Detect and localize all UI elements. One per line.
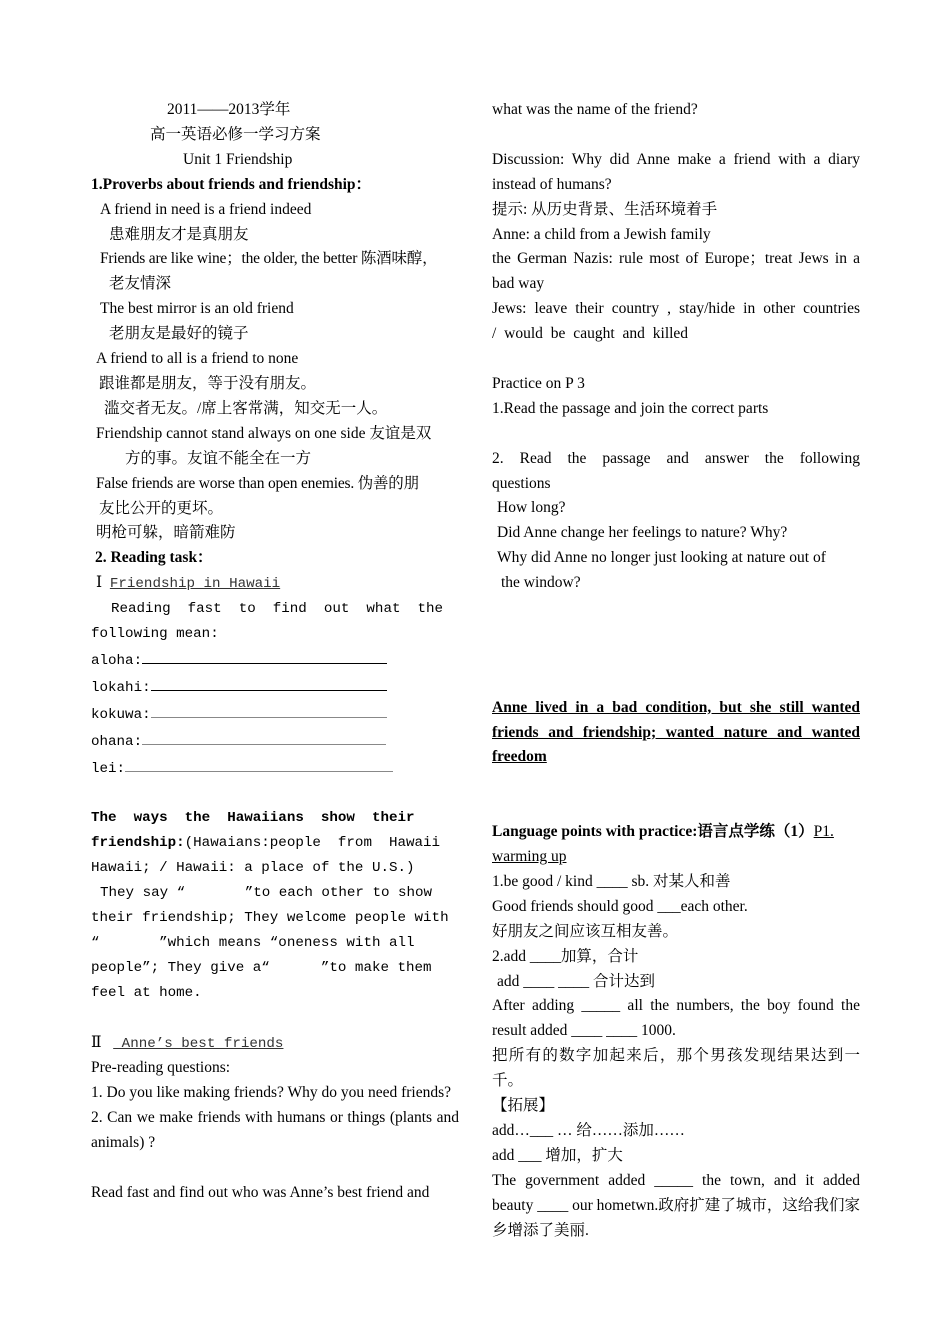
question-window: Why did Anne no longer just looking at nature out of xyxy=(497,549,826,567)
practice-task-1: 1.Read the passage and join the correct parts xyxy=(492,399,769,417)
say-line: “ ”which means “oneness with all xyxy=(91,934,415,951)
discussion-question: Discussion: Why did Anne make a friend with a diary instead of humans? xyxy=(492,150,860,193)
question-2: 2. Can we make friends with humans or things (plants and animals) ? xyxy=(91,1109,459,1152)
proverb-line: 跟谁都是朋友，等于没有朋友。 xyxy=(99,374,317,392)
proverb-line: 患难朋友才是真朋友 xyxy=(109,225,249,243)
summary-answer: Anne lived in a bad condition, but she still wanted friends and friendship; wanted nature and wanted freedom xyxy=(492,698,860,766)
extension-point: The government added _____ the town, and it added beauty ____ our hometwn.政府扩建了城市，这给我们家乡增添了美丽. xyxy=(492,1171,860,1239)
question-feelings: Did Anne change her feelings to nature? Why? xyxy=(497,524,788,542)
language-point: 把所有的数字加起来后，那个男孩发现结果达到一千。 xyxy=(492,1047,860,1090)
say-line: feel at home. xyxy=(91,984,202,1001)
spacer xyxy=(492,770,860,795)
spacer xyxy=(492,422,860,447)
anne-background: Anne: a child from a Jewish family xyxy=(492,225,711,243)
find-out-line: Read fast and find out who was Anne’s best friend and xyxy=(91,1183,430,1201)
spacer xyxy=(492,123,860,148)
part2-number: Ⅱ xyxy=(91,1033,102,1051)
proverb-line: 方的事。友谊不能全在一方 xyxy=(125,449,312,467)
proverb-line: 滥交者无友。/席上客常满，知交无一人。 xyxy=(104,399,388,417)
word-label: lei: xyxy=(91,760,126,777)
extension-heading: 【拓展】 xyxy=(492,1097,555,1115)
part2-heading xyxy=(91,1031,459,1057)
say-line: They say “ ”to each other to show xyxy=(100,885,433,902)
reading-instruction: following mean: xyxy=(91,626,219,643)
spacer xyxy=(91,1006,459,1031)
language-points-heading xyxy=(492,820,860,870)
word-label: aloha: xyxy=(91,652,143,669)
language-point: 好朋友之间应该互相友善。 xyxy=(492,922,679,940)
spacer xyxy=(492,596,860,621)
language-point: 1.be good / kind ____ sb. 对某人和善 xyxy=(492,872,731,890)
word-lei xyxy=(91,755,459,782)
word-label: lokahi: xyxy=(91,679,151,696)
part1-number: Ⅰ xyxy=(96,574,103,592)
nazis-background: the German Nazis: rule most of Europe；treat Jews in a bad way xyxy=(492,250,860,293)
jews-background: Jews: leave their country , stay/hide in other countries / would be caught and killed xyxy=(492,300,860,343)
extension-point: add ___ 增加，扩大 xyxy=(492,1146,623,1164)
proverb-line: False friends are worse than open enemies. 伪善的朋 xyxy=(96,474,419,492)
proverb-line: Friendship cannot stand always on one side 友谊是双 xyxy=(96,424,432,442)
course-title: 高一英语必修一学习方案 xyxy=(150,125,321,143)
answer-blank[interactable] xyxy=(125,755,393,772)
spacer xyxy=(492,347,860,372)
show-friendship-line: Hawaii; / Hawaii: a place of the U.S.) xyxy=(91,860,415,877)
proverb-line: 老友情深 xyxy=(109,275,172,293)
word-kokuwa xyxy=(91,701,459,728)
proverb-line: 友比公开的更坏。 xyxy=(99,499,224,517)
extension-point: add…___ … 给……添加…… xyxy=(492,1122,685,1140)
proverb-line: A friend to all is a friend to none xyxy=(96,350,299,368)
proverb-line: The best mirror is an old friend xyxy=(100,300,294,318)
question-window: the window? xyxy=(501,574,581,592)
language-point: 2.add ____加算，合计 xyxy=(492,947,639,965)
word-label: kokuwa: xyxy=(91,706,151,723)
unit-title: Unit 1 Friendship xyxy=(183,150,293,168)
left-column xyxy=(91,98,459,1206)
spacer xyxy=(492,671,860,696)
answer-blank[interactable] xyxy=(142,647,387,664)
hawaiians-note: (Hawaians:people from Hawaii xyxy=(184,835,441,852)
show-friendship-line: The ways the Hawaiians show their xyxy=(91,810,415,827)
practice-task-2: 2. Read the passage and answer the following questions xyxy=(492,449,860,492)
part1-title: Friendship in Hawaii xyxy=(109,576,281,593)
proverb-line: 老朋友是最好的镜子 xyxy=(109,325,249,343)
reading-instruction: Reading fast to find out what the xyxy=(111,601,444,618)
say-line: their friendship; They welcome people with xyxy=(91,909,449,926)
language-point: Good friends should good ___each other. xyxy=(492,897,748,915)
part2-title: Anne’s best friends xyxy=(113,1035,284,1052)
language-point: After adding _____ all the numbers, the boy found the result added ____ ____ 1000. xyxy=(492,997,860,1040)
spacer xyxy=(492,621,860,646)
practice-heading: Practice on P 3 xyxy=(492,374,585,392)
word-label: ohana: xyxy=(91,733,143,750)
spacer xyxy=(492,795,860,820)
question-how-long: How long? xyxy=(497,499,566,517)
part1-heading xyxy=(91,571,459,597)
proverb-line: Friends are like wine；the older, the better 陈酒味醇， xyxy=(100,250,438,268)
word-aloha xyxy=(91,647,459,674)
word-lokahi xyxy=(91,674,459,701)
find-out-continued: what was the name of the friend? xyxy=(492,101,698,118)
spacer xyxy=(91,1156,459,1181)
warming-up-link[interactable]: P1. warming up xyxy=(492,823,834,866)
school-year: 2011——2013学年 xyxy=(167,101,291,118)
word-ohana xyxy=(91,728,459,755)
reading-heading: 2. Reading task： xyxy=(95,549,213,567)
proverb-line: A friend in need is a friend indeed xyxy=(100,200,312,218)
answer-blank[interactable] xyxy=(151,701,387,718)
spacer xyxy=(91,781,459,806)
friendship-label: friendship: xyxy=(91,835,185,852)
spacer xyxy=(492,646,860,671)
language-points-title: Language points with practice:语言点学练（1） xyxy=(492,823,814,841)
question-1: 1. Do you like making friends? Why do you need friends? xyxy=(91,1084,452,1102)
proverbs-heading: 1.Proverbs about friends and friendship： xyxy=(91,175,372,193)
say-line: people”; They give a“ ”to make them xyxy=(91,959,432,976)
answer-blank[interactable] xyxy=(142,728,386,745)
proverb-line: 明枪可躲，暗箭难防 xyxy=(96,524,236,542)
pre-reading-heading: Pre-reading questions: xyxy=(91,1059,231,1077)
show-friendship-line xyxy=(91,831,459,856)
language-point: add ____ ____ 合计达到 xyxy=(497,972,656,990)
hint: 提示: 从历史背景、生活环境着手 xyxy=(492,200,718,218)
right-column xyxy=(492,98,860,1244)
answer-blank[interactable] xyxy=(151,674,387,691)
